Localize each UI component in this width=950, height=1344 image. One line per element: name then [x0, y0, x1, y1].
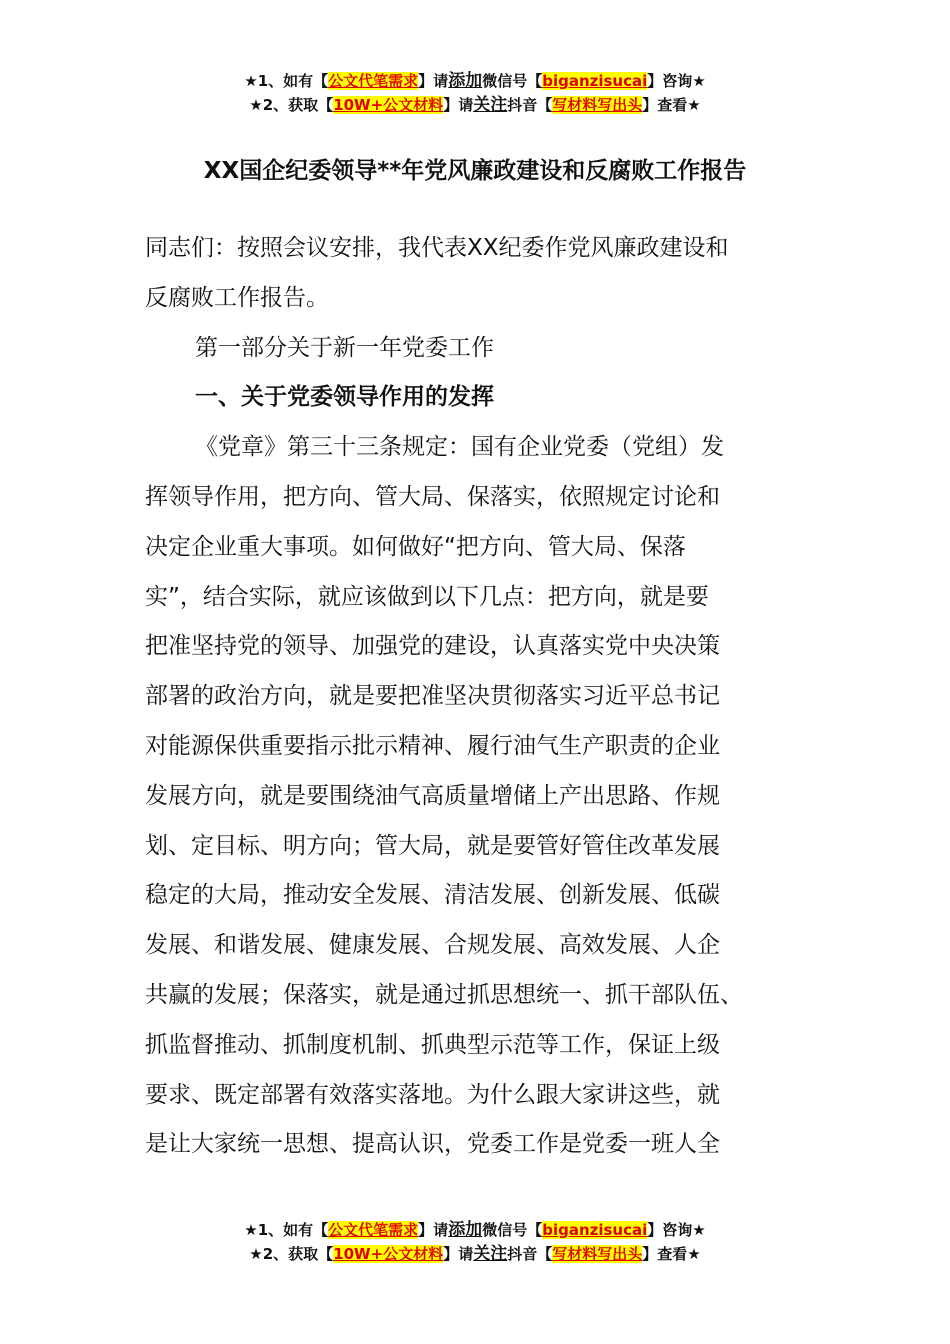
ad-text: 抖音【	[507, 1245, 553, 1263]
document-title: XX国企纪委领导**年党风廉政建设和反腐败工作报告	[203, 158, 747, 184]
ad-text: 】查看★	[642, 96, 701, 114]
ad-text: 】咨询★	[647, 72, 706, 90]
ad-highlight: 写材料写出头	[552, 96, 643, 114]
paragraph-line: 实”，结合实际，就应该做到以下几点：把方向，就是要	[145, 583, 709, 610]
ad-line-1	[0, 1218, 950, 1242]
ad-emphasis: 添加	[448, 1220, 483, 1240]
ad-text: 】请	[443, 1245, 474, 1263]
ad-highlight: 10W+公文材料	[333, 96, 444, 114]
section-heading: 第一部分关于新一年党委工作	[195, 334, 494, 361]
paragraph-line: 把准坚持党的领导、加强党的建设，认真落实党中央决策	[145, 633, 720, 660]
subsection-heading: 一、关于党委领导作用的发挥	[195, 384, 494, 411]
paragraph-line: 对能源保供重要指示批示精神、履行油气生产职责的企业	[145, 732, 720, 759]
paragraph-line: 决定企业重大事项。如何做好“把方向、管大局、保落	[145, 533, 686, 560]
paragraph-line: 《党章》第三十三条规定：国有企业党委（党组）发	[195, 434, 724, 461]
paragraph-line: 划、定目标、明方向；管大局，就是要管好管住改革发展	[145, 832, 720, 859]
paragraph-line: 部署的政治方向，就是要把准坚决贯彻落实习近平总书记	[145, 683, 720, 710]
ad-text: 微信号【	[482, 1221, 543, 1239]
ad-text: 】请	[443, 96, 474, 114]
ad-emphasis: 关注	[473, 95, 508, 115]
ad-text: 微信号【	[482, 72, 543, 90]
paragraph-line: 稳定的大局，推动安全发展、清洁发展、创新发展、低碳	[145, 882, 720, 909]
ad-line-1	[0, 69, 950, 93]
paragraph-line: 是让大家统一思想、提高认识，党委工作是党委一班人全	[145, 1131, 720, 1158]
paragraph-line: 要求、既定部署有效落实落地。为什么跟大家讲这些，就	[145, 1081, 720, 1108]
ad-emphasis: 关注	[473, 1244, 508, 1264]
paragraph-line: 发展、和谐发展、健康发展、合规发展、高效发展、人企	[145, 932, 720, 959]
ad-text: ★1、如有【	[244, 1221, 329, 1239]
ad-text: 】请	[418, 72, 449, 90]
ad-text: 】咨询★	[647, 1221, 706, 1239]
ad-emphasis: 添加	[448, 71, 483, 91]
ad-text: 】查看★	[642, 1245, 701, 1263]
ad-text: ★2、获取【	[249, 96, 334, 114]
ad-text: 】请	[418, 1221, 449, 1239]
paragraph-line: 发展方向，就是要围绕油气高质量增储上产出思路、作规	[145, 782, 720, 809]
paragraph-line: 挥领导作用，把方向、管大局、保落实，依照规定讨论和	[145, 483, 720, 510]
ad-text: ★1、如有【	[244, 72, 329, 90]
ad-highlight: 10W+公文材料	[333, 1245, 444, 1263]
paragraph-line: 反腐败工作报告。	[145, 284, 329, 311]
ad-text: 抖音【	[507, 96, 553, 114]
ad-highlight: 写材料写出头	[552, 1245, 643, 1263]
ad-text: ★2、获取【	[249, 1245, 334, 1263]
ad-line-2	[0, 1242, 950, 1266]
paragraph-line: 同志们：按照会议安排，我代表XX纪委作党风廉政建设和	[145, 235, 729, 261]
footer-ad	[0, 1218, 950, 1266]
header-ad	[0, 69, 950, 117]
ad-highlight: 公文代笔需求	[328, 72, 419, 90]
paragraph-line: 抓监督推动、抓制度机制、抓典型示范等工作，保证上级	[145, 1031, 720, 1058]
ad-highlight: biganzisucai	[542, 72, 648, 90]
ad-highlight: 公文代笔需求	[328, 1221, 419, 1239]
ad-line-2	[0, 93, 950, 117]
document-body	[145, 224, 815, 1170]
paragraph-line: 共赢的发展；保落实，就是通过抓思想统一、抓干部队伍、	[145, 981, 743, 1008]
ad-highlight: biganzisucai	[542, 1221, 648, 1239]
